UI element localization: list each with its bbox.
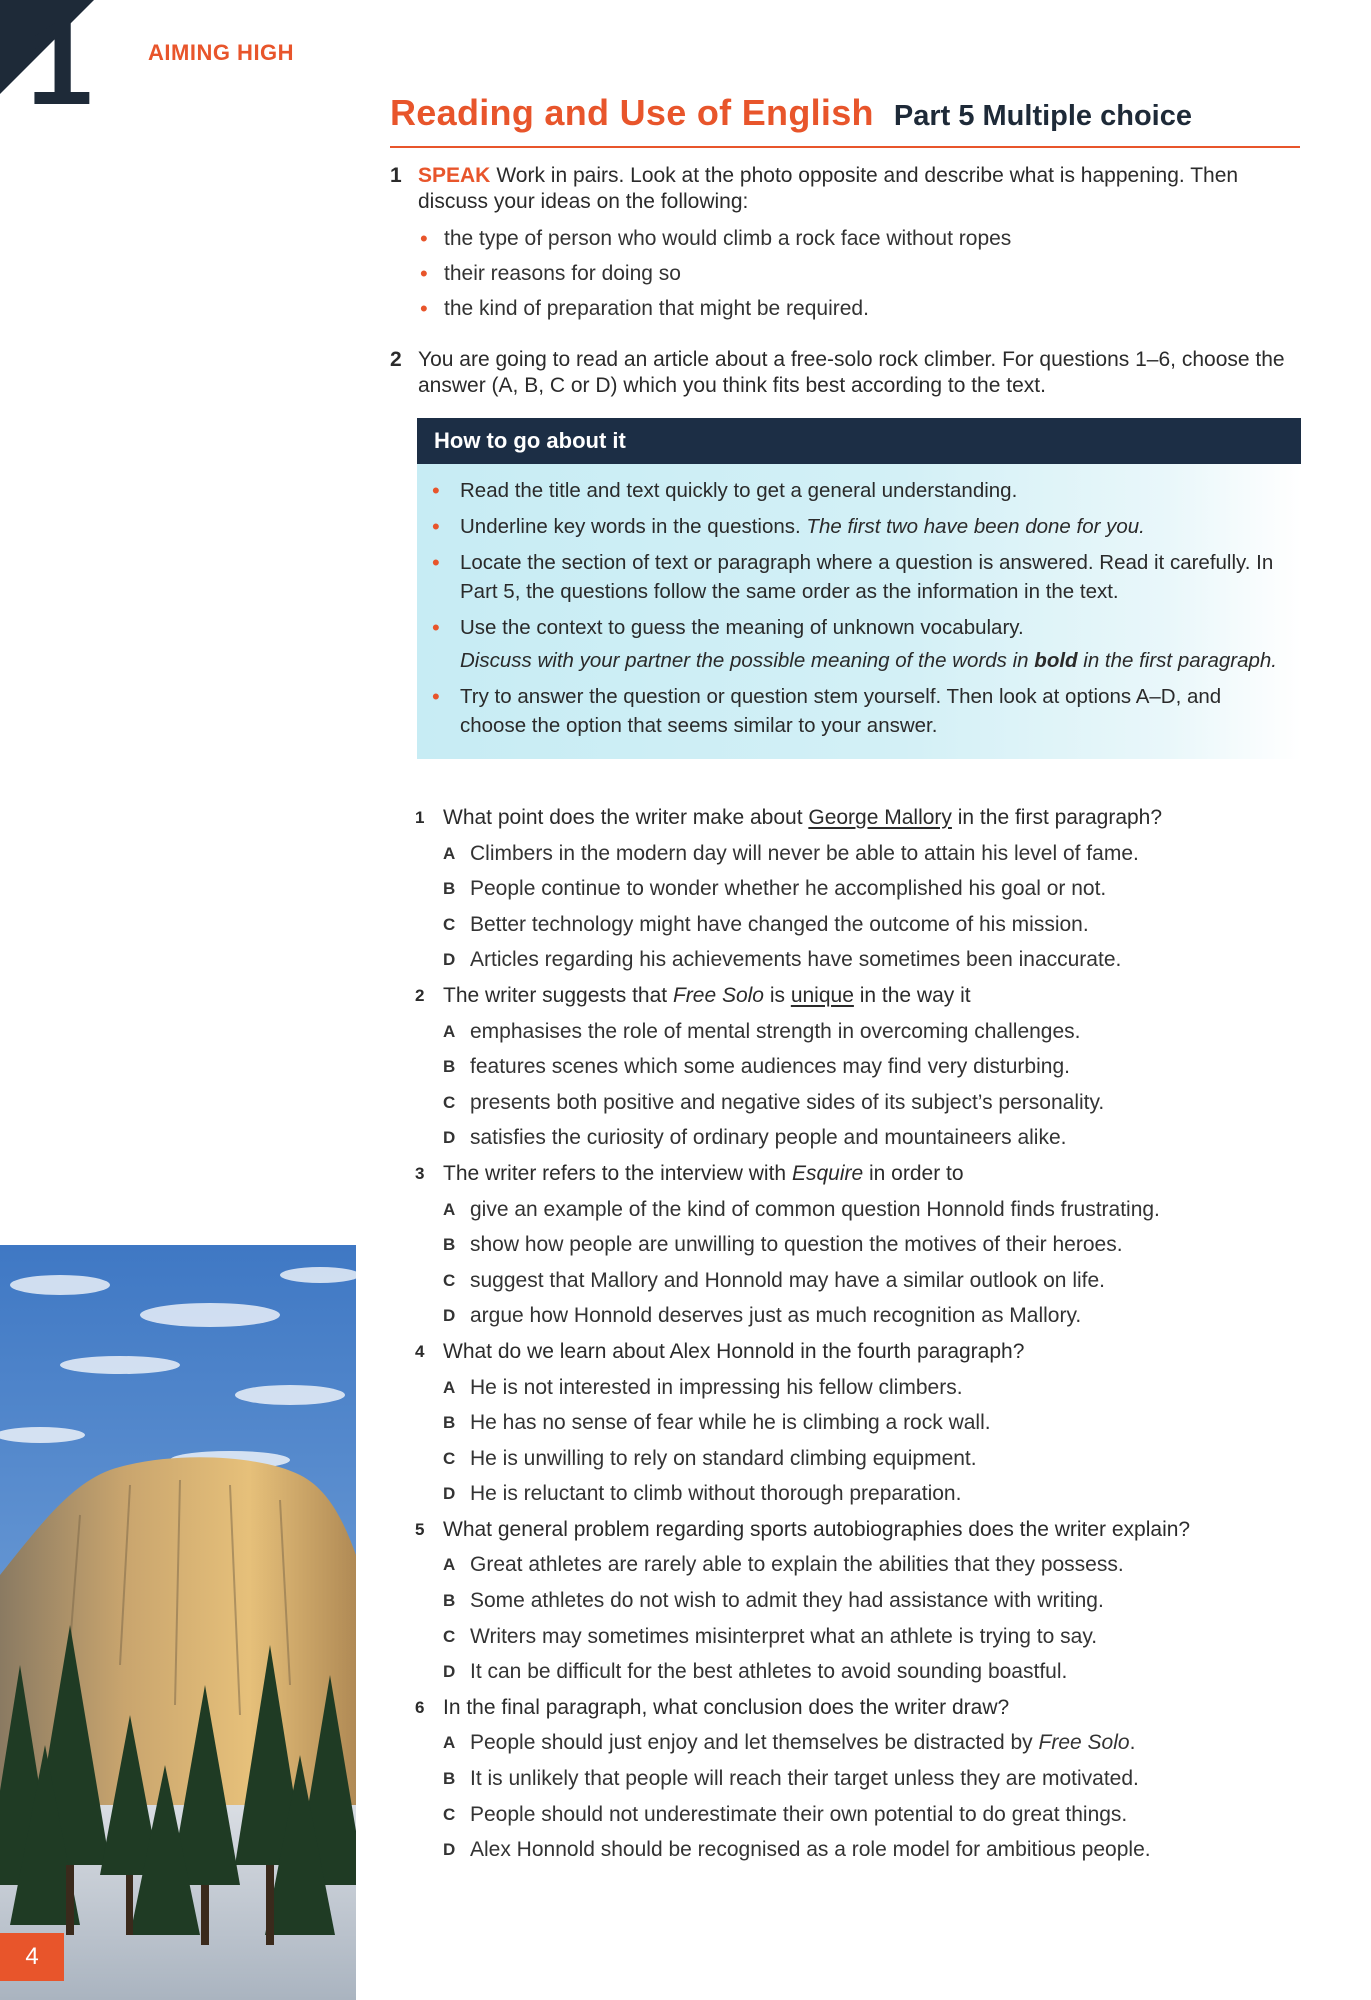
list-item: • the kind of preparation that might be required. [420, 296, 869, 321]
answer-option[interactable]: C suggest that Mallory and Honnold may have a similar outlook on life. [443, 1268, 1106, 1292]
answer-option[interactable]: A People should just enjoy and let themselves be distracted by Free Solo. [443, 1731, 1136, 1755]
answer-option[interactable]: D satisfies the curiosity of ordinary people and mountaineers alike. [443, 1126, 1067, 1150]
unit-number: 1 [27, 0, 93, 110]
question-number: 6 [415, 1697, 425, 1717]
bullet-icon: • [420, 261, 428, 286]
question-stem: 1 What point does the writer make about George Mallory in the first paragraph? [415, 800, 1315, 836]
bullet-icon: • [432, 615, 440, 640]
answer-option[interactable]: A Climbers in the modern day will never be able to attain his level of fame. [443, 841, 1139, 865]
tips-list [432, 476, 1285, 740]
bullet-icon: • [432, 550, 440, 575]
section-title: Reading and Use of English [390, 92, 874, 133]
answer-option[interactable]: D Articles regarding his achievements have sometimes been inaccurate. [443, 948, 1122, 972]
answer-option[interactable]: A give an example of the kind of common question Honnold finds frustrating. [443, 1197, 1160, 1221]
speak-tag: SPEAK [418, 164, 491, 187]
list-item: • the type of person who would climb a rock face without ropes [420, 226, 1012, 251]
answer-option[interactable]: C Writers may sometimes misinterpret what an athlete is trying to say. [443, 1624, 1098, 1648]
tip-item: • Try to answer the question or question stem yourself. Then look at options A–D, and choose the option that seems similar to your answer. [432, 684, 1222, 737]
question-1 [415, 800, 1315, 978]
answer-option[interactable]: C People should not underestimate their own potential to do great things. [443, 1802, 1128, 1826]
answer-option[interactable]: D argue how Honnold deserves just as much recognition as Mallory. [443, 1304, 1082, 1328]
question-6 [415, 1690, 1315, 1868]
list-item: • their reasons for doing so [420, 261, 681, 286]
question-number: 1 [415, 808, 425, 827]
question-3 [415, 1156, 1315, 1334]
section-title-row [390, 92, 1300, 148]
how-to-box [417, 418, 1301, 759]
answer-option[interactable]: B features scenes which some audiences may find very disturbing. [443, 1055, 1070, 1079]
answer-option[interactable]: C He is unwilling to rely on standard climbing equipment. [443, 1446, 977, 1470]
how-to-heading: How to go about it [417, 418, 1301, 464]
exercise-instruction: You are going to read an article about a free-solo rock climber. For questions 1–6, choose the answer (A, B, C or D) which you think fits best according to the text. [418, 348, 1285, 397]
rock-face-photo [0, 1245, 356, 2000]
answer-option[interactable]: D It can be difficult for the best athletes to avoid sounding boastful. [443, 1660, 1068, 1684]
bullet-icon: • [432, 684, 440, 709]
answer-option[interactable]: B show how people are unwilling to question the motives of their heroes. [443, 1233, 1123, 1257]
exercise-2 [390, 347, 1290, 399]
exercise-1 [390, 163, 1290, 331]
bullet-icon: • [432, 514, 440, 539]
tip-note: Discuss with your partner the possible meaning of the words in bold in the first paragraph. [460, 649, 1277, 672]
unit-number-graphic [0, 0, 95, 110]
bullet-icon: • [420, 226, 428, 251]
unit-number-mark [0, 0, 95, 110]
tip-item: • Underline key words in the questions. The first two have been done for you. [432, 514, 1145, 539]
question-number: 5 [415, 1519, 425, 1539]
question-stem: 5 What general problem regarding sports autobiographies does the writer explain? [415, 1512, 1315, 1548]
question-number: 3 [415, 1163, 425, 1183]
answer-option[interactable]: B It is unlikely that people will reach their target unless they are motivated. [443, 1767, 1139, 1791]
bullet-icon: • [420, 296, 428, 321]
underlined-keyword: unique [790, 983, 854, 1007]
tip-item: • Use the context to guess the meaning of unknown vocabulary. Discuss with your partner the possible meaning of the words in bold in the first paragraph. [432, 613, 1285, 675]
answer-option[interactable]: D Alex Honnold should be recognised as a role model for ambitious people. [443, 1838, 1151, 1862]
question-stem: 2 The writer suggests that Free Solo is unique in the way it [415, 978, 1315, 1014]
question-list [415, 800, 1315, 1868]
question-number: 2 [415, 985, 425, 1005]
bullet-icon: • [432, 478, 440, 503]
question-stem: 6 In the final paragraph, what conclusion does the writer draw? [415, 1690, 1315, 1726]
question-5 [415, 1512, 1315, 1690]
answer-option[interactable]: A Great athletes are rarely able to explain the abilities that they possess. [443, 1553, 1124, 1577]
answer-option[interactable]: C Better technology might have changed the outcome of his mission. [443, 912, 1089, 936]
question-stem: 4 What do we learn about Alex Honnold in the fourth paragraph? [415, 1334, 1315, 1370]
answer-option[interactable]: C presents both positive and negative sides of its subject’s personality. [443, 1090, 1105, 1114]
answer-option[interactable]: A He is not interested in impressing his fellow climbers. [443, 1375, 963, 1399]
unit-title: AIMING HIGH [148, 40, 295, 65]
question-number: 4 [415, 1341, 425, 1361]
exercise-instruction: SPEAK Work in pairs. Look at the photo opposite and describe what is happening. Then discuss your ideas on the following: [418, 164, 1239, 213]
how-to-body [417, 464, 1301, 759]
question-2 [415, 978, 1315, 1156]
question-4 [415, 1334, 1315, 1512]
page-number: 4 [0, 1933, 64, 1981]
answer-option[interactable]: B He has no sense of fear while he is climbing a rock wall. [443, 1411, 991, 1435]
answer-option[interactable]: D He is reluctant to climb without thorough preparation. [443, 1482, 962, 1506]
answer-option[interactable]: B Some athletes do not wish to admit they had assistance with writing. [443, 1589, 1104, 1613]
discussion-list [418, 226, 1290, 322]
underlined-keyword: George Mallory [808, 806, 952, 829]
exercise-number: 1 [390, 164, 402, 187]
question-stem: 3 The writer refers to the interview with Esquire in order to [415, 1156, 1315, 1192]
answer-option[interactable]: A emphasises the role of mental strength in overcoming challenges. [443, 1019, 1081, 1043]
exercise-number: 2 [390, 348, 402, 371]
photo-illustration [0, 1245, 356, 2000]
answer-option[interactable]: B People continue to wonder whether he accomplished his goal or not. [443, 877, 1107, 901]
tip-item: • Locate the section of text or paragraph where a question is answered. Read it carefully. In Part 5, the questions follow the same order as the information in the text. [432, 550, 1274, 603]
section-subtitle: Part 5 Multiple choice [893, 100, 1192, 132]
tip-item: • Read the title and text quickly to get a general understanding. [432, 478, 1018, 503]
